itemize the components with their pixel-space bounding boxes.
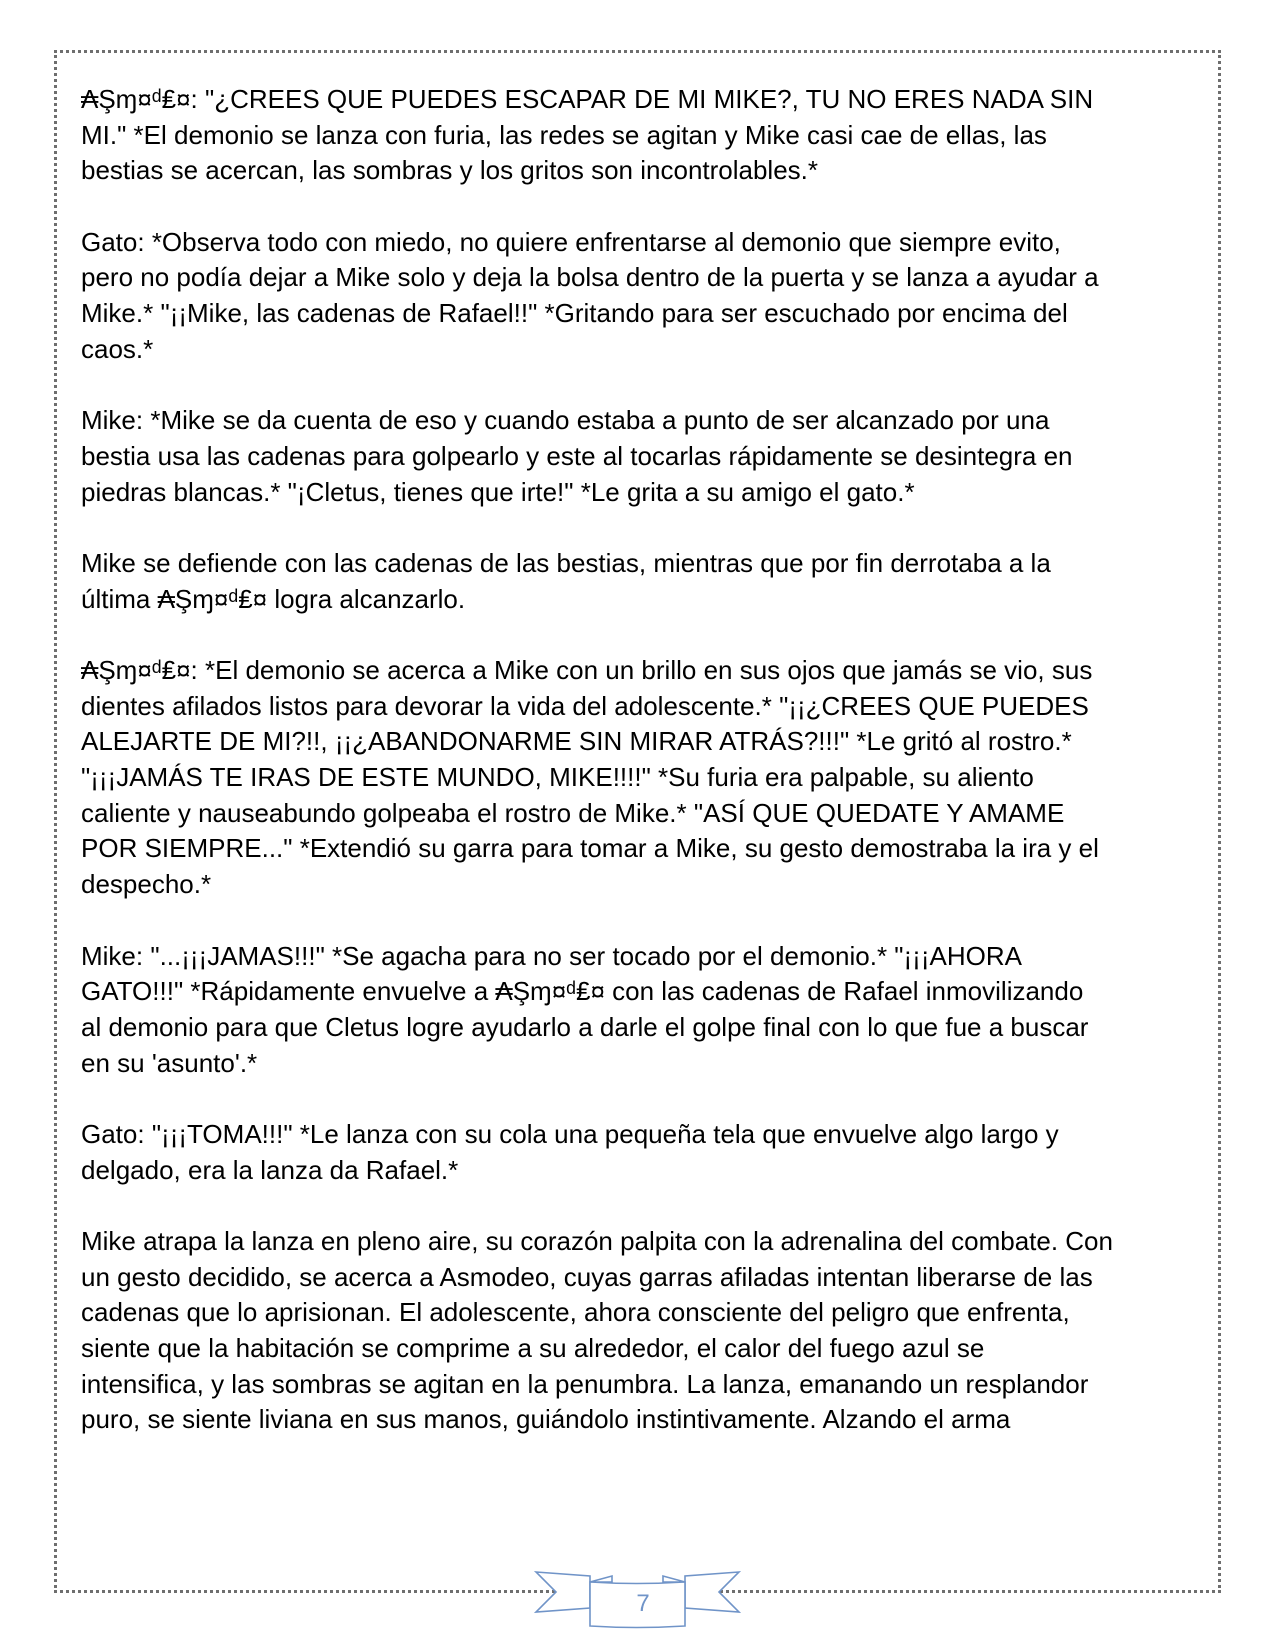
paragraph bbox=[81, 546, 1201, 617]
text-line: intensifica, y las sombras se agitan en la penumbra. La lanza, emanando un resplandor bbox=[81, 1368, 1089, 1399]
text-line: en su 'asunto'.* bbox=[81, 1047, 258, 1078]
text-line: MI." *El demonio se lanza con furia, las redes se agitan y Mike casi cae de ellas, las bbox=[81, 119, 1047, 150]
text-line: delgado, era la lanza da Rafael.* bbox=[81, 1154, 459, 1185]
text-line: Mike: "...¡¡¡JAMAS!!!" *Se agacha para no ser tocado por el demonio.* "¡¡¡AHORA bbox=[81, 940, 1022, 971]
text-line: POR SIEMPRE..." *Extendió su garra para tomar a Mike, su gesto demostraba la ira y el bbox=[81, 833, 1099, 864]
text-line: dientes afilados listos para devorar la vida del adolescente.* "¡¡¿CREES QUE PUEDES bbox=[81, 690, 1089, 721]
text-line: última ₳Şɱ¤ᵈ₤¤ logra alcanzarlo. bbox=[81, 583, 466, 614]
text-line: "¡¡¡JAMÁS TE IRAS DE ESTE MUNDO, MIKE!!!!" *Su furia era palpable, su aliento bbox=[81, 762, 1034, 793]
paragraph bbox=[81, 653, 1201, 903]
paragraph bbox=[81, 82, 1201, 189]
paragraph bbox=[81, 939, 1201, 1082]
paragraph bbox=[81, 403, 1201, 510]
text-line: cadenas que lo aprisionan. El adolescente, ahora consciente del peligro que enfrenta, bbox=[81, 1297, 1070, 1328]
text-line: caliente y nauseabundo golpeaba el rostro de Mike.* "ASÍ QUE QUEDATE Y AMAME bbox=[81, 797, 1065, 828]
text-line: puro, se siente liviana en sus manos, guiándolo instintivamente. Alzando el arma bbox=[81, 1404, 1011, 1435]
text-line: Mike.* "¡¡Mike, las cadenas de Rafael!!" *Gritando para ser escuchado por encima del bbox=[81, 298, 1068, 329]
text-line: ₳Şɱ¤ᵈ₤¤: "¿CREES QUE PUEDES ESCAPAR DE MI MIKE?, TU NO ERES NADA SIN bbox=[81, 84, 1094, 114]
text-line: Gato: "¡¡¡TOMA!!!" *Le lanza con su cola una pequeña tela que envuelve algo largo y bbox=[81, 1118, 1059, 1149]
paragraph bbox=[81, 225, 1201, 368]
text-line: GATO!!!" *Rápidamente envuelve a ₳Şɱ¤ᵈ₤¤ con las cadenas de Rafael inmovilizando bbox=[81, 976, 1084, 1007]
text-line: un gesto decidido, se acerca a Asmodeo, cuyas garras afiladas intentan liberarse de las bbox=[81, 1261, 1093, 1292]
text-line: bestia usa las cadenas para golpearlo y este al tocarlas rápidamente se desintegra en bbox=[81, 440, 1073, 471]
text-line: pero no podía dejar a Mike solo y deja la bolsa dentro de la puerta y se lanza a ayudar a bbox=[81, 262, 1099, 293]
text-line: caos.* bbox=[81, 333, 154, 364]
page-number: 7 bbox=[636, 1590, 650, 1617]
page-content bbox=[81, 82, 1201, 1474]
paragraph bbox=[81, 1224, 1201, 1438]
text-line: Mike atrapa la lanza en pleno aire, su corazón palpita con la adrenalina del combate. Con bbox=[81, 1226, 1113, 1256]
text-line: bestias se acercan, las sombras y los gritos son incontrolables.* bbox=[81, 155, 819, 186]
text-line: Mike se defiende con las cadenas de las bestias, mientras que por fin derrotaba a la bbox=[81, 547, 1051, 578]
text-line: despecho.* bbox=[81, 869, 212, 900]
text-line: ₳Şɱ¤ᵈ₤¤: *El demonio se acerca a Mike con un brillo en sus ojos que jamás se vio, sus bbox=[81, 655, 1093, 685]
text-line: al demonio para que Cletus logre ayudarlo a darle el golpe final con lo que fue a buscar bbox=[81, 1011, 1089, 1042]
text-line: siente que la habitación se comprime a su alrededor, el calor del fuego azul se bbox=[81, 1333, 985, 1364]
text-line: piedras blancas.* "¡Cletus, tienes que irte!" *Le grita a su amigo el gato.* bbox=[81, 476, 915, 507]
paragraph bbox=[81, 1117, 1201, 1188]
text-line: Gato: *Observa todo con miedo, no quiere enfrentarse al demonio que siempre evito, bbox=[81, 226, 1061, 257]
text-line: ALEJARTE DE MI?!!, ¡¡¿ABANDONARME SIN MIRAR ATRÁS?!!!" *Le gritó al rostro.* bbox=[81, 726, 1072, 757]
text-line: Mike: *Mike se da cuenta de eso y cuando estaba a punto de ser alcanzado por una bbox=[81, 405, 1050, 436]
ribbon-left-tail bbox=[536, 1572, 590, 1612]
